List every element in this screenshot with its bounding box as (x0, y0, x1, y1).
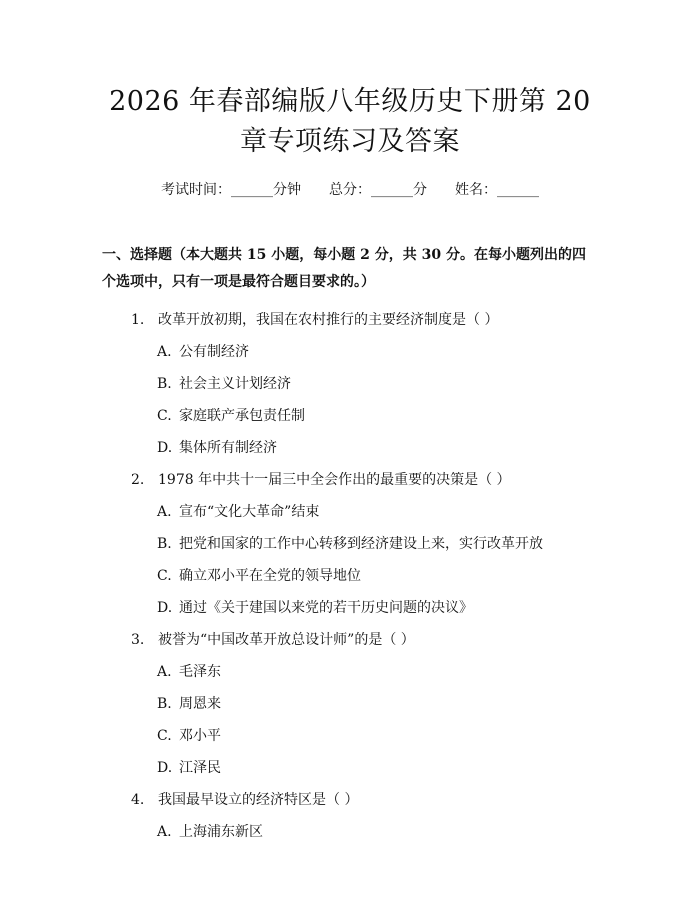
option-letter: A. (157, 344, 172, 360)
option-letter: C. (157, 728, 172, 744)
answer-option (157, 528, 598, 560)
answer-option (157, 592, 598, 624)
question-number: 2. (131, 472, 145, 488)
answer-option (157, 432, 598, 464)
option-text: 宣布“文化大革命”结束 (179, 504, 320, 520)
option-letter: D. (157, 440, 173, 456)
option-text: 江泽民 (179, 760, 221, 776)
question-number: 1. (131, 312, 145, 328)
total-score-field: 总分：______分 (329, 182, 427, 198)
question-number: 4. (131, 792, 145, 808)
question-text: 改革开放初期，我国在农村推行的主要经济制度是（ ） (158, 312, 499, 328)
option-text: 家庭联产承包责任制 (179, 408, 305, 424)
option-letter: B. (157, 376, 172, 392)
option-text: 周恩来 (179, 696, 221, 712)
question-item (102, 464, 598, 624)
question-number: 3. (131, 632, 145, 648)
option-letter: D. (157, 600, 173, 616)
question-stem (131, 304, 598, 336)
name-field: 姓名：______ (455, 182, 539, 198)
question-item (102, 304, 598, 464)
option-letter: D. (157, 760, 173, 776)
question-item (102, 784, 598, 848)
answer-option (157, 720, 598, 752)
answer-option (157, 816, 598, 848)
option-text: 把党和国家的工作中心转移到经济建设上来，实行改革开放 (179, 536, 543, 552)
option-text: 毛泽东 (179, 664, 221, 680)
option-letter: B. (157, 536, 172, 552)
answer-option (157, 752, 598, 784)
option-text: 集体所有制经济 (179, 440, 277, 456)
answer-option (157, 656, 598, 688)
option-text: 公有制经济 (179, 344, 249, 360)
question-stem (131, 784, 598, 816)
question-text: 1978 年中共十一届三中全会作出的最重要的决策是（ ） (158, 472, 511, 488)
option-text: 社会主义计划经济 (179, 376, 291, 392)
exam-time-field: 考试时间：______分钟 (161, 182, 301, 198)
question-text: 我国最早设立的经济特区是（ ） (158, 792, 359, 808)
answer-option (157, 336, 598, 368)
answer-option (157, 496, 598, 528)
option-text: 确立邓小平在全党的领导地位 (179, 568, 361, 584)
answer-option (157, 368, 598, 400)
question-stem (131, 624, 598, 656)
option-letter: A. (157, 504, 172, 520)
answer-option (157, 400, 598, 432)
page-title: 2026 年春部编版八年级历史下册第 20 章专项练习及答案 (109, 86, 591, 157)
question-text: 被誉为“中国改革开放总设计师”的是（ ） (158, 632, 415, 648)
option-letter: A. (157, 664, 172, 680)
question-stem (131, 464, 598, 496)
answer-option (157, 688, 598, 720)
option-letter: A. (157, 824, 172, 840)
option-text: 邓小平 (179, 728, 221, 744)
option-text: 上海浦东新区 (179, 824, 263, 840)
option-letter: C. (157, 568, 172, 584)
answer-option (157, 560, 598, 592)
option-letter: C. (157, 408, 172, 424)
option-letter: B. (157, 696, 172, 712)
exam-info (102, 178, 598, 202)
question-list (102, 304, 598, 848)
section-heading: 一、选择题（本大题共 15 小题，每小题 2 分，共 30 分。在每小题列出的四个选项中，只有一项是最符合题目要求的。） (102, 247, 586, 290)
question-item (102, 624, 598, 784)
option-text: 通过《关于建国以来党的若干历史问题的决议》 (179, 600, 473, 616)
